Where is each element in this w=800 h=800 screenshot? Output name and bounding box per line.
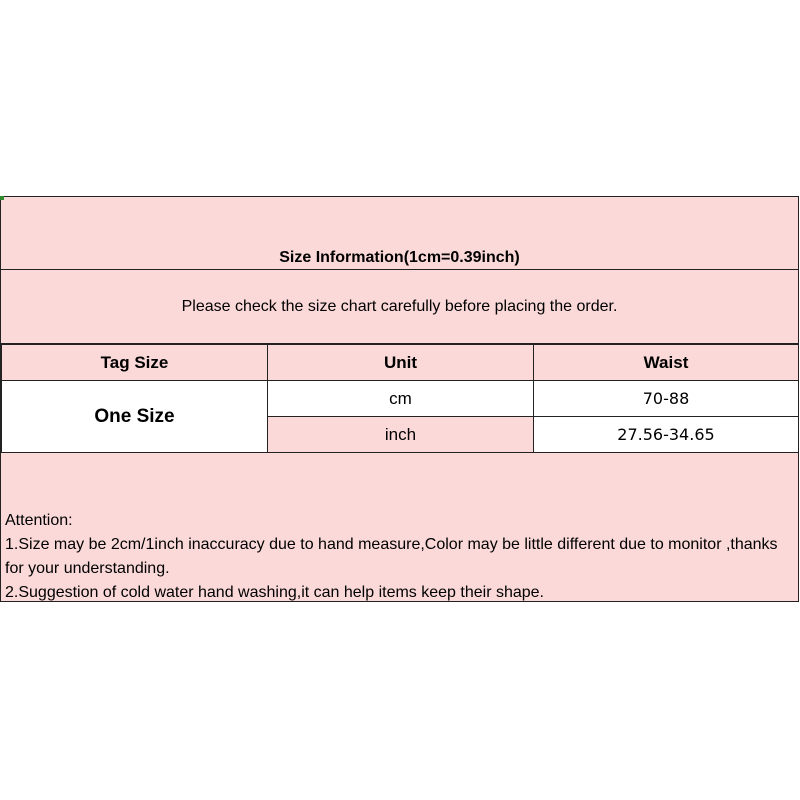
attention-line-2: 2.Suggestion of cold water hand washing,it can help items keep their shape. <box>5 584 544 601</box>
table-header-row <box>2 345 799 381</box>
waist-cell: 70-88 <box>534 381 799 417</box>
size-table <box>1 344 799 453</box>
header-tag-size: Tag Size <box>2 345 268 381</box>
tag-size-cell: One Size <box>2 381 268 453</box>
table-row <box>2 381 799 417</box>
unit-cell: inch <box>268 417 534 453</box>
attention-heading: Attention: <box>5 512 73 529</box>
waist-cell: 27.56-34.65 <box>534 417 799 453</box>
title-band <box>1 197 798 270</box>
attention-line-1: 1.Size may be 2cm/1inch inaccuracy due to hand measure,Color may be little different due to monitor ,thanks for your understanding. <box>5 536 778 577</box>
notice-band <box>1 270 798 344</box>
header-waist: Waist <box>534 345 799 381</box>
size-check-notice: Please check the size chart carefully before placing the order. <box>181 298 618 315</box>
header-unit: Unit <box>268 345 534 381</box>
attention-notes <box>5 509 795 605</box>
size-chart-sheet <box>0 196 799 602</box>
size-info-title: Size Information(1cm=0.39inch) <box>279 249 520 266</box>
unit-cell: cm <box>268 381 534 417</box>
